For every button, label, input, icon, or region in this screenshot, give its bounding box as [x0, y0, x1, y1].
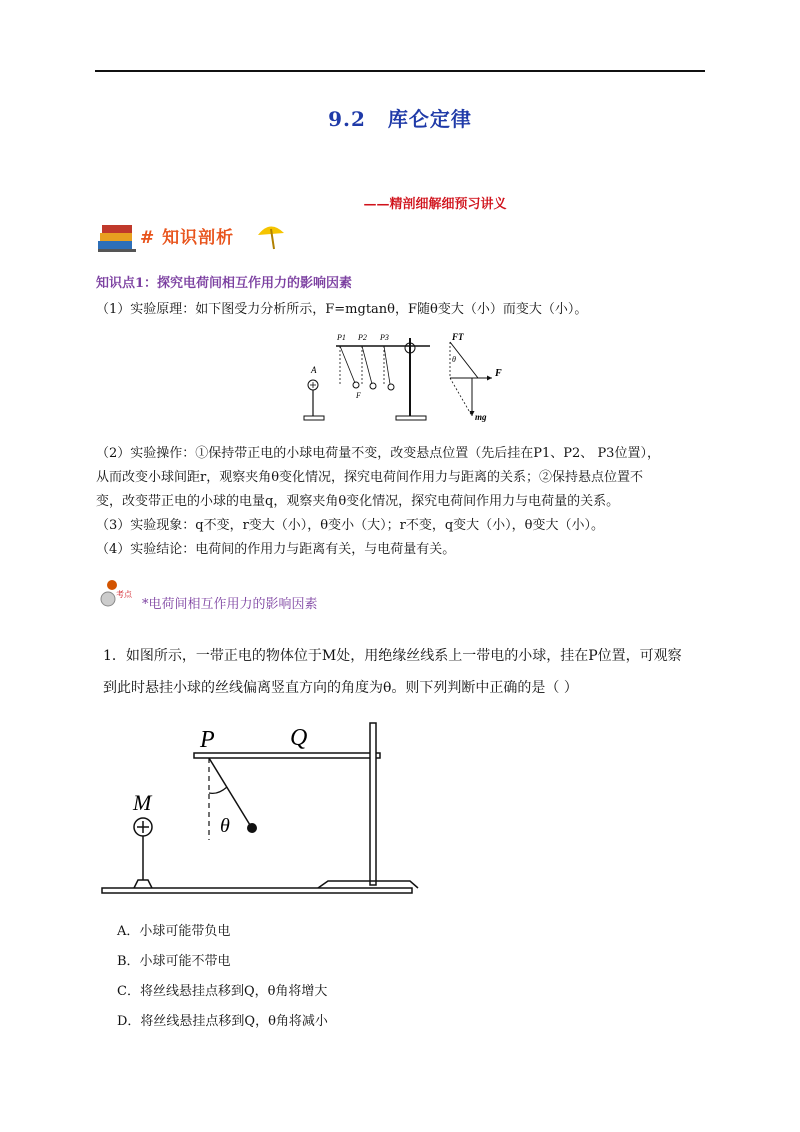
- figure1-label-theta: θ: [452, 355, 456, 364]
- kaodian-icon-text: 考点: [116, 590, 132, 599]
- question-1-line-1: 1．如图所示，一带正电的物体位于M处，用绝缘丝线系上一带电的小球，挂在P位置，可观察: [103, 648, 682, 664]
- knowledge-point-heading: 知识点1：探究电荷间相互作用力的影响因素: [96, 276, 353, 291]
- figure1-label-FT: FT: [452, 332, 464, 342]
- principle-text: （1）实验原理：如下图受力分析所示，F=mgtanθ，F随θ变大（小）而变大（小）。: [96, 302, 588, 317]
- option-c[interactable]: C．将丝线悬挂点移到Q，θ角将增大: [117, 984, 328, 999]
- phenomenon-text: （3）实验现象：q不变，r变大（小），θ变小（大）；r不变，q变大（小），θ变大（小）。: [96, 518, 604, 533]
- figure1-label-F: F: [495, 368, 502, 379]
- page-title: [0, 103, 800, 132]
- option-a[interactable]: A．小球可能带负电: [117, 924, 231, 939]
- figure1-label-A: A: [311, 365, 317, 375]
- figure1-label-P3: P3: [380, 333, 389, 342]
- header-rule: [95, 70, 705, 72]
- figure2-label-Q: Q: [290, 725, 308, 751]
- umbrella-icon: [256, 221, 286, 251]
- books-icon: [96, 219, 140, 253]
- knowledge-banner: [96, 219, 296, 255]
- figure1-label-P1: P1: [337, 333, 346, 342]
- operation-line-1: （2）实验操作：①保持带正电的小球电荷量不变，改变悬点位置（先后挂在P1、P2、 P3位置），: [96, 446, 660, 461]
- figure1-label-P2: P2: [358, 333, 367, 342]
- banner-label: # 知识剖析: [140, 228, 235, 248]
- option-d[interactable]: D．将丝线悬挂点移到Q，θ角将减小: [117, 1014, 328, 1029]
- figure2-label-M: M: [133, 790, 152, 815]
- operation-line-3: 变，改变带正电的小球的电量q，观察夹角θ变化情况，探究电荷间作用力与电荷量的关系。: [96, 494, 620, 509]
- exam-point-icon: [100, 575, 140, 615]
- figure2-label-P: P: [200, 727, 215, 753]
- operation-line-2: 从而改变小球间距r，观察夹角θ变化情况，探究电荷间作用力与距离的关系；②保持悬点位置不: [96, 470, 644, 485]
- figure2-label-theta: θ: [220, 815, 230, 837]
- experiment-figure: [300, 328, 530, 438]
- question-figure: [100, 715, 430, 895]
- question-1-stem: [103, 640, 713, 704]
- section-number: 9.2: [328, 107, 366, 131]
- option-b[interactable]: B．小球可能不带电: [117, 954, 231, 969]
- conclusion-text: （4）实验结论：电荷间的作用力与距离有关，与电荷量有关。: [96, 542, 456, 557]
- question-1-line-2: 到此时悬挂小球的丝线偏离竖直方向的角度为θ。则下列判断中正确的是（ ）: [103, 680, 578, 696]
- figure1-label-F-small: F: [356, 391, 361, 400]
- page-subtitle: ——精剖细解细预习讲义: [363, 197, 507, 212]
- exam-point-title: *电荷间相互作用力的影响因素: [142, 597, 318, 612]
- section-title: 库仑定律: [387, 107, 472, 131]
- figure1-label-mg: mg: [475, 412, 487, 422]
